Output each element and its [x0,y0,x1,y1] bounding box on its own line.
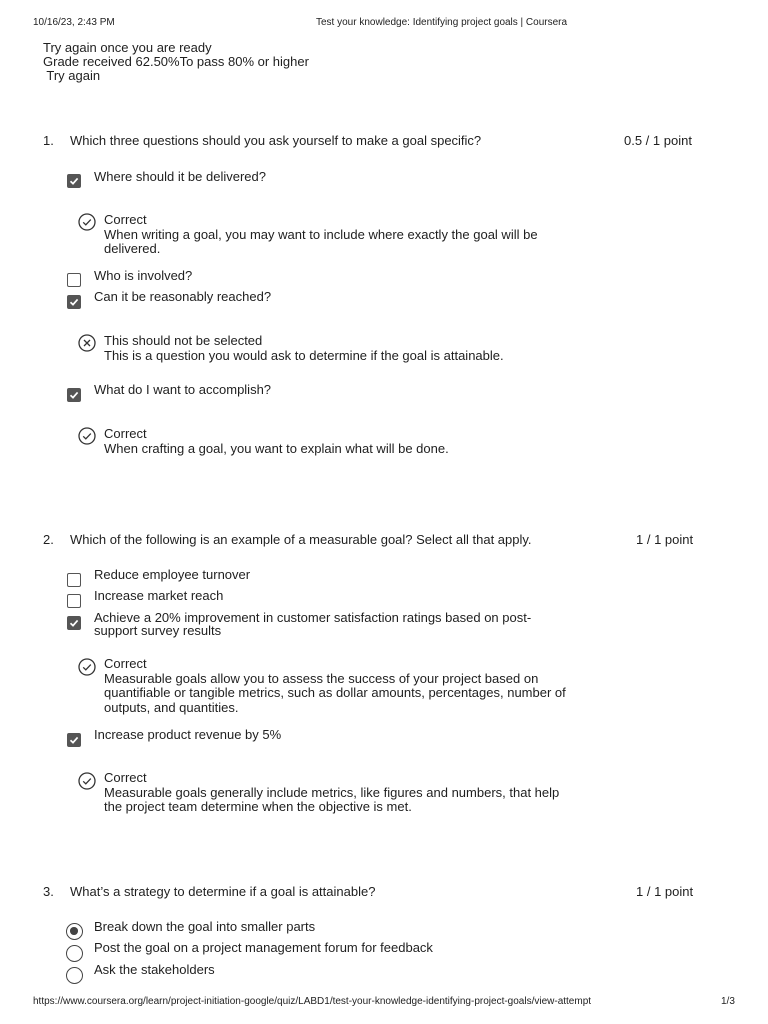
check-icon [69,618,79,628]
option-label: Ask the stakeholders [94,962,215,977]
option-label: Achieve a 20% improvement in customer satisfaction ratings based on post- [94,610,532,625]
feedback-title: Correct [104,426,147,441]
check-icon [69,390,79,400]
checkbox-q2-option-4[interactable] [67,733,81,747]
print-url: https://www.coursera.org/learn/project-initiation-google/quiz/LABD1/test-your-knowledge-identifying-project-goals/view-attempt [33,996,592,1007]
feedback-body: the project team determine when the objective is met. [104,799,412,814]
feedback-body: quantifiable or tangible metrics, such as dollar amounts, percentages, number of [104,685,566,700]
option-label: Reduce employee turnover [94,567,251,582]
question-3-score: 1 / 1 point [636,884,694,899]
checkbox-q2-option-2[interactable] [67,594,81,608]
question-2-score: 1 / 1 point [636,532,694,547]
option-label: Can it be reasonably reached? [94,289,272,304]
correct-check-circle-icon [78,658,96,676]
checkbox-q1-option-3[interactable] [67,295,81,309]
print-page-number: 1/3 [721,996,735,1007]
check-icon [69,297,79,307]
feedback-title: Correct [104,212,147,227]
correct-check-circle-icon [78,772,96,790]
feedback-title: Correct [104,656,147,671]
question-3-text: What’s a strategy to determine if a goal is attainable? [70,884,376,899]
check-icon [69,735,79,745]
radio-q3-option-3[interactable] [66,967,83,984]
feedback-body: outputs, and quantities. [104,699,239,715]
print-datetime: 10/16/23, 2:43 PM [33,17,115,28]
grade-line: Grade received 62.50%To pass 80% or higher [43,54,309,69]
option-label: support survey results [94,623,222,638]
checkbox-q1-option-4[interactable] [67,388,81,402]
print-page-title: Test your knowledge: Identifying project goals | Coursera [316,17,568,28]
checkbox-q1-option-2[interactable] [67,273,81,287]
check-icon [69,176,79,186]
checkbox-q2-option-3[interactable] [67,616,81,630]
feedback-body: When writing a goal, you may want to include where exactly the goal will be [104,226,538,242]
feedback-body: delivered. [104,241,161,256]
checkbox-q2-option-1[interactable] [67,573,81,587]
question-2-number: 2. [43,532,54,547]
feedback-body: Measurable goals allow you to assess the success of your project based on [104,670,539,686]
feedback-body: When crafting a goal, you want to explain what will be done. [104,440,449,456]
feedback-body: This is a question you would ask to determine if the goal is attainable. [104,347,504,363]
radio-q3-option-1[interactable] [66,923,83,940]
option-label: What do I want to accomplish? [94,382,272,397]
feedback-title: This should not be selected [104,333,263,348]
feedback-title: Correct [104,770,147,785]
option-label: Increase market reach [94,588,224,603]
option-label: Where should it be delivered? [94,169,266,184]
correct-check-circle-icon [78,213,96,231]
question-1-score: 0.5 / 1 point [624,133,692,148]
checkbox-q1-option-1[interactable] [67,174,81,188]
option-label: Post the goal on a project management forum for feedback [94,940,433,955]
option-label: Who is involved? [94,268,193,283]
incorrect-x-circle-icon [78,334,96,352]
question-2-text: Which of the following is an example of a measurable goal? Select all that apply. [70,532,532,547]
feedback-body: Measurable goals generally include metrics, like figures and numbers, that help [104,784,560,800]
option-label: Break down the goal into smaller parts [94,919,316,934]
question-1-number: 1. [43,133,54,148]
try-again-link[interactable]: Try again [43,68,101,83]
question-1-text: Which three questions should you ask yourself to make a goal specific? [70,133,482,148]
status-message: Try again once you are ready [43,40,212,55]
radio-q3-option-2[interactable] [66,945,83,962]
question-3-number: 3. [43,884,54,899]
option-label: Increase product revenue by 5% [94,727,282,742]
correct-check-circle-icon [78,427,96,445]
